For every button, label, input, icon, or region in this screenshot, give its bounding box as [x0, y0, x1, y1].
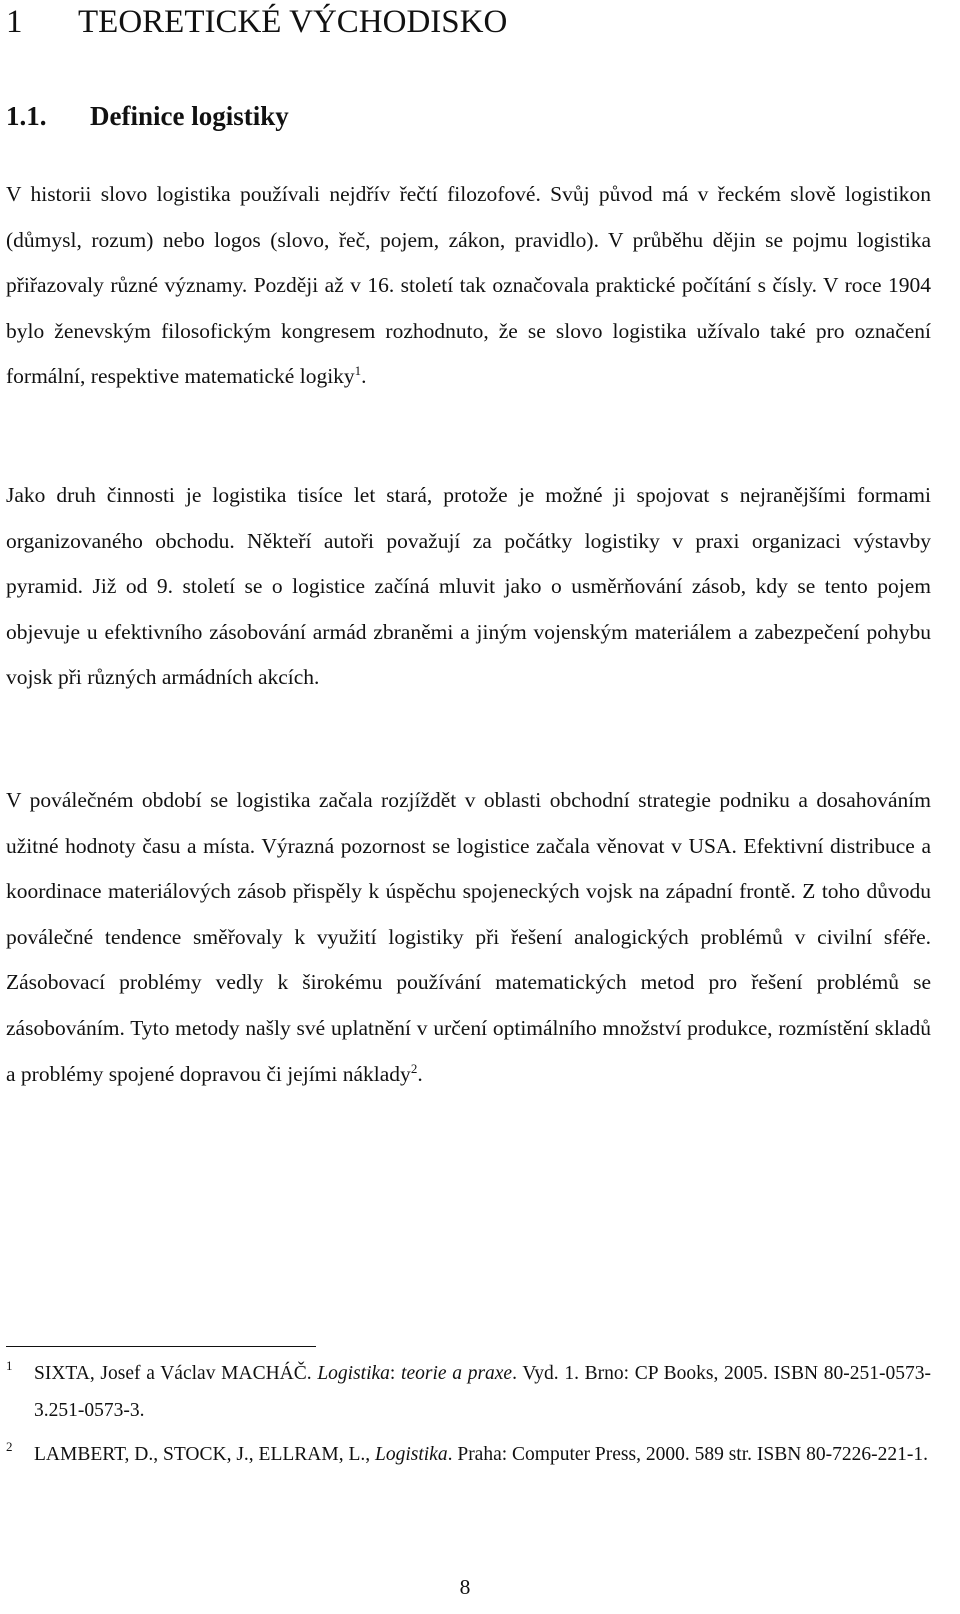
section-title: Definice logistiky	[90, 101, 289, 131]
paragraph-text: V poválečném období se logistika začala rozjíždět v oblasti obchodní strategie podniku a dosahováním užitné hodnoty času a místa. Výrazná pozornost se logistice začala věnovat v USA. Efektivní distribuce a koordinace materiálových zásob přispěly k úspěchu spojeneckých vojsk na západní frontě. Z toho důvodu poválečné tendence směřovaly k využití logistiky při řešení analogických problémů v civilní sféře. Zásobovací problémy vedly k širokému používání matematických metod pro řešení problémů se zásobováním. Tyto metody našly své uplatnění v určení optimálního množství produkce, rozmístění skladů a problémy spojené dopravou či jejími náklady	[6, 788, 931, 1086]
footnote-mark: 1	[6, 1358, 13, 1373]
paragraph	[6, 473, 931, 701]
footnote-subtitle: teorie a praxe	[401, 1363, 513, 1384]
footnote-authors: SIXTA, Josef a Václav MACHÁČ.	[34, 1363, 318, 1384]
footnote-reference: 1	[354, 363, 362, 379]
footnote-rest: . Praha: Computer Press, 2000. 589 str. ISBN 80-7226-221-1.	[447, 1444, 929, 1465]
footnote-separator	[6, 1346, 316, 1347]
paragraph-text: V historii slovo logistika používali nejdřív řečtí filozofové. Svůj původ má v řeckém slově logistikon (důmysl, rozum) nebo logos (slovo, řeč, pojem, zákon, pravidlo). V průběhu dějin se pojmu logistika přiřazovaly různé významy. Později až v 16. století tak označovala praktické počítání s čísly. V roce 1904 bylo ženevským filosofickým kongresem rozhodnuto, že se slovo logistika užívalo také pro označení formální, respektive matematické logiky	[6, 182, 931, 389]
paragraph-end: .	[417, 1061, 423, 1086]
footnote-reference: 2	[410, 1060, 418, 1076]
section-number: 1.1.	[6, 101, 47, 131]
footnote-authors: LAMBERT, D., STOCK, J., ELLRAM, L.,	[34, 1444, 375, 1465]
section-heading	[6, 98, 289, 134]
chapter-number: 1	[6, 4, 23, 40]
footnote-rest: . Vyd. 1. Brno: CP Books, 2005. ISBN 80-251-0573-3.251-0573-3.	[34, 1363, 931, 1421]
footnote-colon: :	[389, 1363, 402, 1384]
footnote-mark: 2	[6, 1439, 13, 1454]
footnote	[6, 1355, 931, 1429]
footnote	[6, 1436, 931, 1473]
chapter-heading	[6, 2, 507, 42]
paragraph-text: Jako druh činnosti je logistika tisíce let stará, protože je možné ji spojovat s nejranějšími formami organizovaného obchodu. Někteří autoři považují za počátky logistiky v praxi organizaci výstavby pyramid. Již od 9. století se o logistice začíná mluvit jako o usměrňování zásob, kdy se tento pojem objevuje u efektivního zásobování armád zbraněmi a jiným vojenským materiálem a zabezpečení pohybu vojsk při různých armádních akcích.	[6, 483, 931, 690]
footnote-title: Logistika	[317, 1363, 390, 1384]
paragraph	[6, 172, 931, 400]
paragraph	[6, 778, 931, 1097]
chapter-title: TEORETICKÉ VÝCHODISKO	[78, 4, 508, 40]
paragraph-end: .	[361, 364, 367, 389]
footnote-title: Logistika	[375, 1444, 448, 1465]
page-number: 8	[459, 1575, 471, 1599]
